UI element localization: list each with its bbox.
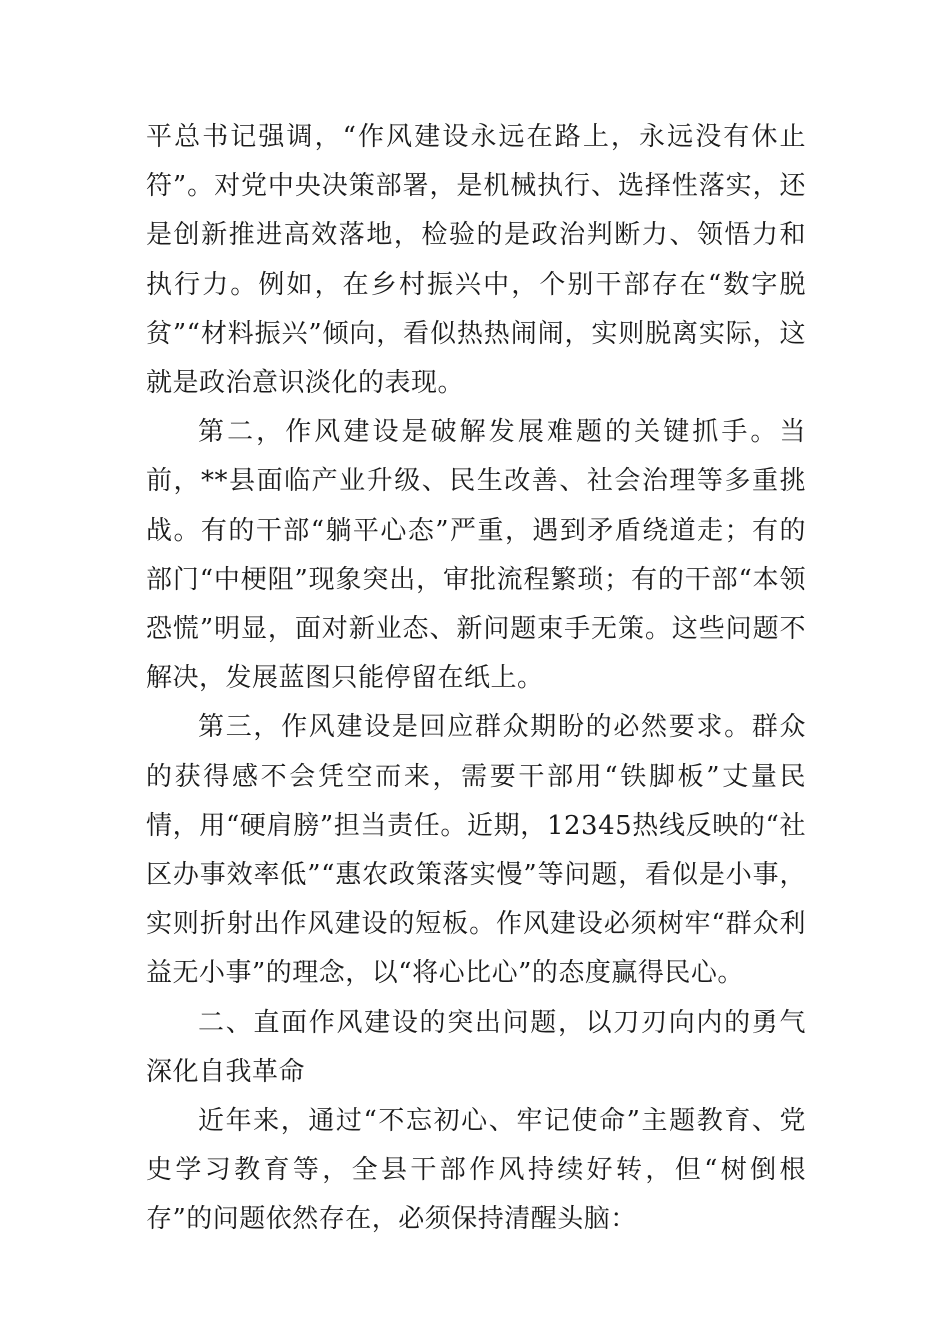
- document-body: [146, 113, 806, 1245]
- paragraph-third-point: 第三，作风建设是回应群众期盼的必然要求。群众的获得感不会凭空而来，需要干部用“铁脚板”丈量民情，用“硬肩膀”担当责任。近期，12345热线反映的“社区办事效率低”“惠农政策落实慢”等问题，看似是小事，实则折射出作风建设的短板。作风建设必须树牢“群众利益无小事”的理念，以“将心比心”的态度赢得民心。: [146, 712, 806, 989]
- section-heading-two: 二、直面作风建设的突出问题，以刀刃向内的勇气深化自我革命: [146, 1007, 806, 1087]
- paragraph-section-intro: 近年来，通过“不忘初心、牢记使命”主题教育、党史学习教育等，全县干部作风持续好转，但“树倒根存”的问题依然存在，必须保持清醒头脑：: [146, 1106, 806, 1235]
- paragraph-continuation: 平总书记强调，“作风建设永远在路上，永远没有休止符”。对党中央决策部署，是机械执行、选择性落实，还是创新推进高效落地，检验的是政治判断力、领悟力和执行力。例如，在乡村振兴中，个别干部存在“数字脱贫”“材料振兴”倾向，看似热热闹闹，实则脱离实际，这就是政治意识淡化的表现。: [146, 122, 806, 399]
- paragraph-second-point: 第二，作风建设是破解发展难题的关键抓手。当前，**县面临产业升级、民生改善、社会治理等多重挑战。有的干部“躺平心态”严重，遇到矛盾绕道走；有的部门“中梗阻”现象突出，审批流程繁琐；有的干部“本领恐慌”明显，面对新业态、新问题束手无策。这些问题不解决，发展蓝图只能停留在纸上。: [146, 417, 806, 694]
